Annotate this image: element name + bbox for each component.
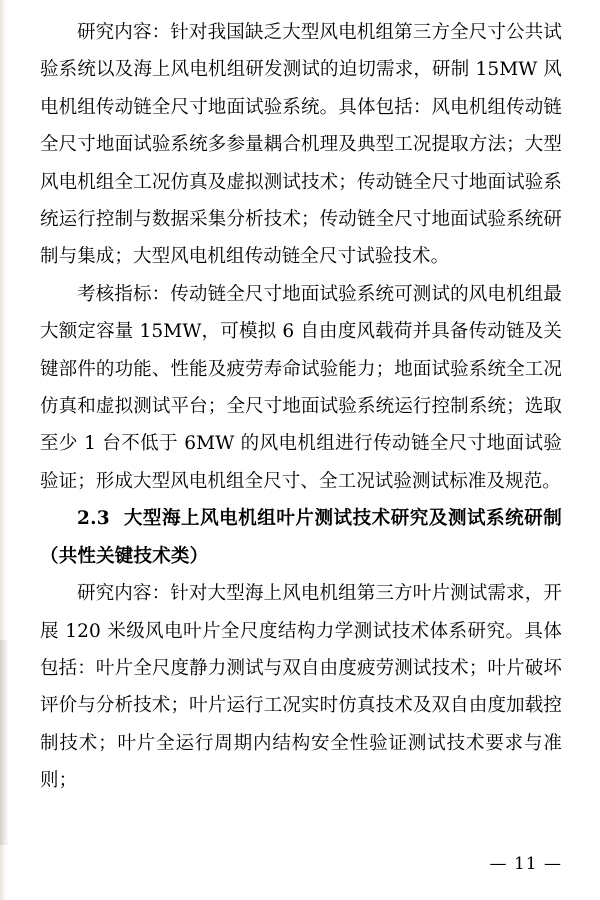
section-heading-number: 2.3 [77,508,110,530]
page-footer [0,854,562,874]
section-heading-2-3 [40,500,562,575]
paragraph-assessment-index-1: 考核指标：传动链全尺寸地面试验系统可测试的风电机组最大额定容量 15MW，可模拟 6 自由度风载荷并具备传动链及关键部件的功能、性能及疲劳寿命试验能力；地面试验系统全工况仿真和虚拟测试平台；全尺寸地面试验系统运行控制系统；选取至少 1 台不低于 6MW 的风电机组进行传动链全尺寸地面试验验证；形成大型风电机组全尺寸、全工况试验测试标准及规范。 [40,283,562,492]
paragraph-research-content-2: 研究内容：针对大型海上风电机组第三方叶片测试需求，开展 120 米级风电叶片全尺度结构力学测试技术体系研究。具体包括：叶片全尺度静力测试与双自由度疲劳测试技术；叶片破坏评价与分析技术；叶片运行工况实时仿真技术及双自由度加载控制技术；叶片全运行周期内结构安全性验证测试技术要求与准则； [40,583,562,792]
paragraph-research-content-1: 研究内容：针对我国缺乏大型风电机组第三方全尺寸公共试验系统以及海上风电机组研发测试的迫切需求，研制 15MW 风电机组传动链全尺寸地面试验系统。具体包括：风电机组传动链全尺寸地面试验系统多参量耦合机理及典型工况提取方法；大型风电机组全工况仿真及虚拟测试技术；传动链全尺寸地面试验系统运行控制与数据采集分析技术；传动链全尺寸地面试验系统研制与集成；大型风电机组传动链全尺寸试验技术。 [40,22,562,268]
page-number: — 11 — [489,854,562,874]
scan-edge-artifact-lower [0,640,9,845]
section-heading-text: 大型海上风电机组叶片测试技术研究及测试系统研制（共性关键技术类） [40,508,562,567]
